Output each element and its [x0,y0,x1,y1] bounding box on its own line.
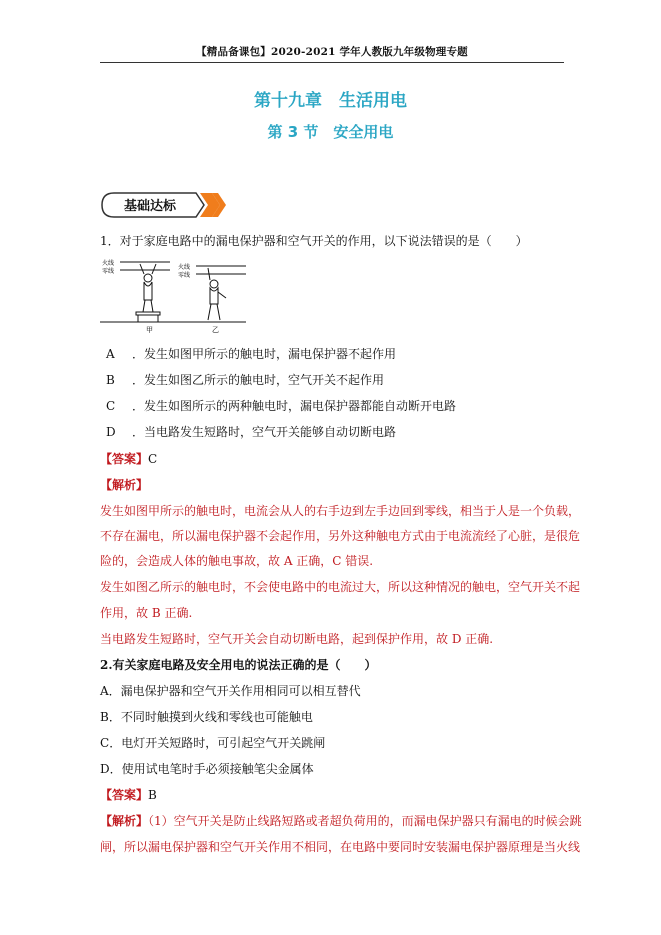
label-jia: 甲 [146,326,153,334]
q2-analysis-line: 【解析】（1）空气开关是防止线路短路或者超负荷用的，而漏电保护器只有漏电的时候会跳 [100,814,582,828]
q1-option-a: A ．发生如图甲所示的触电时，漏电保护器不起作用 [106,347,397,361]
q1-analysis-line: 发生如图甲所示的触电时，电流会从人的右手边到左手边回到零线，相当于人是一个负载， [100,504,581,518]
label-zero-right: 零线 [178,272,191,279]
q1-analysis-tag: 【解析】 [100,478,149,492]
q1-stem: 1．对于家庭电路中的漏电保护器和空气开关的作用，以下说法错误的是（ ） [100,234,528,248]
q1-analysis-line: 险的，会造成人体的触电事故，故 A 正确，C 错误. [100,554,374,568]
q1-analysis-line: 不存在漏电，所以漏电保护器不会起作用，另外这种触电方式由于电流流经了心脏，是很危 [100,529,581,543]
chapter-title: 第十九章 生活用电 [254,91,407,111]
q1-figure-electric-shock [100,256,246,334]
banner-basic [100,190,230,220]
q1-analysis-line: 作用，故 B 正确. [100,606,193,620]
q1-answer: 【答案】C [100,452,158,466]
label-fire-right: 火线 [178,264,191,271]
q2-analysis-line: 闸，所以漏电保护器和空气开关作用不相同，在电路中要同时安装漏电保护器原理是当火线 [100,840,581,854]
q2-option-b: B．不同时触摸到火线和零线也可能触电 [100,710,313,724]
label-yi: 乙 [212,326,219,334]
q1-option-d: D ．当电路发生短路时，空气开关能够自动切断电路 [106,425,397,439]
section-title: 第 3 节 安全用电 [267,123,394,141]
q2-option-c: C．电灯开关短路时，可引起空气开关跳闸 [100,736,326,750]
q2-option-a: A．漏电保护器和空气开关作用相同可以相互替代 [100,684,361,698]
header-divider [100,62,564,63]
q1-option-c: C ．发生如图所示的两种触电时，漏电保护器都能自动断开电路 [106,399,457,413]
page-header: 【精品备课包】2020-2021 学年人教版九年级物理专题 [196,46,468,58]
q2-option-d: D．使用试电笔时手必须接触笔尖金属体 [100,762,314,776]
q2-answer: 【答案】B [100,788,157,802]
q1-option-b: B ．发生如图乙所示的触电时，空气开关不起作用 [106,373,385,387]
q1-analysis-line: 发生如图乙所示的触电时，不会使电路中的电流过大，所以这种情况的触电，空气开关不起 [100,580,581,594]
label-fire-left: 火线 [102,260,115,267]
q2-stem: 2.有关家庭电路及安全用电的说法正确的是（ ） [100,658,377,672]
q1-analysis-line: 当电路发生短路时，空气开关会自动切断电路，起到保护作用，故 D 正确. [100,632,494,646]
banner-label: 基础达标 [123,199,177,214]
label-zero-left: 零线 [102,268,115,275]
